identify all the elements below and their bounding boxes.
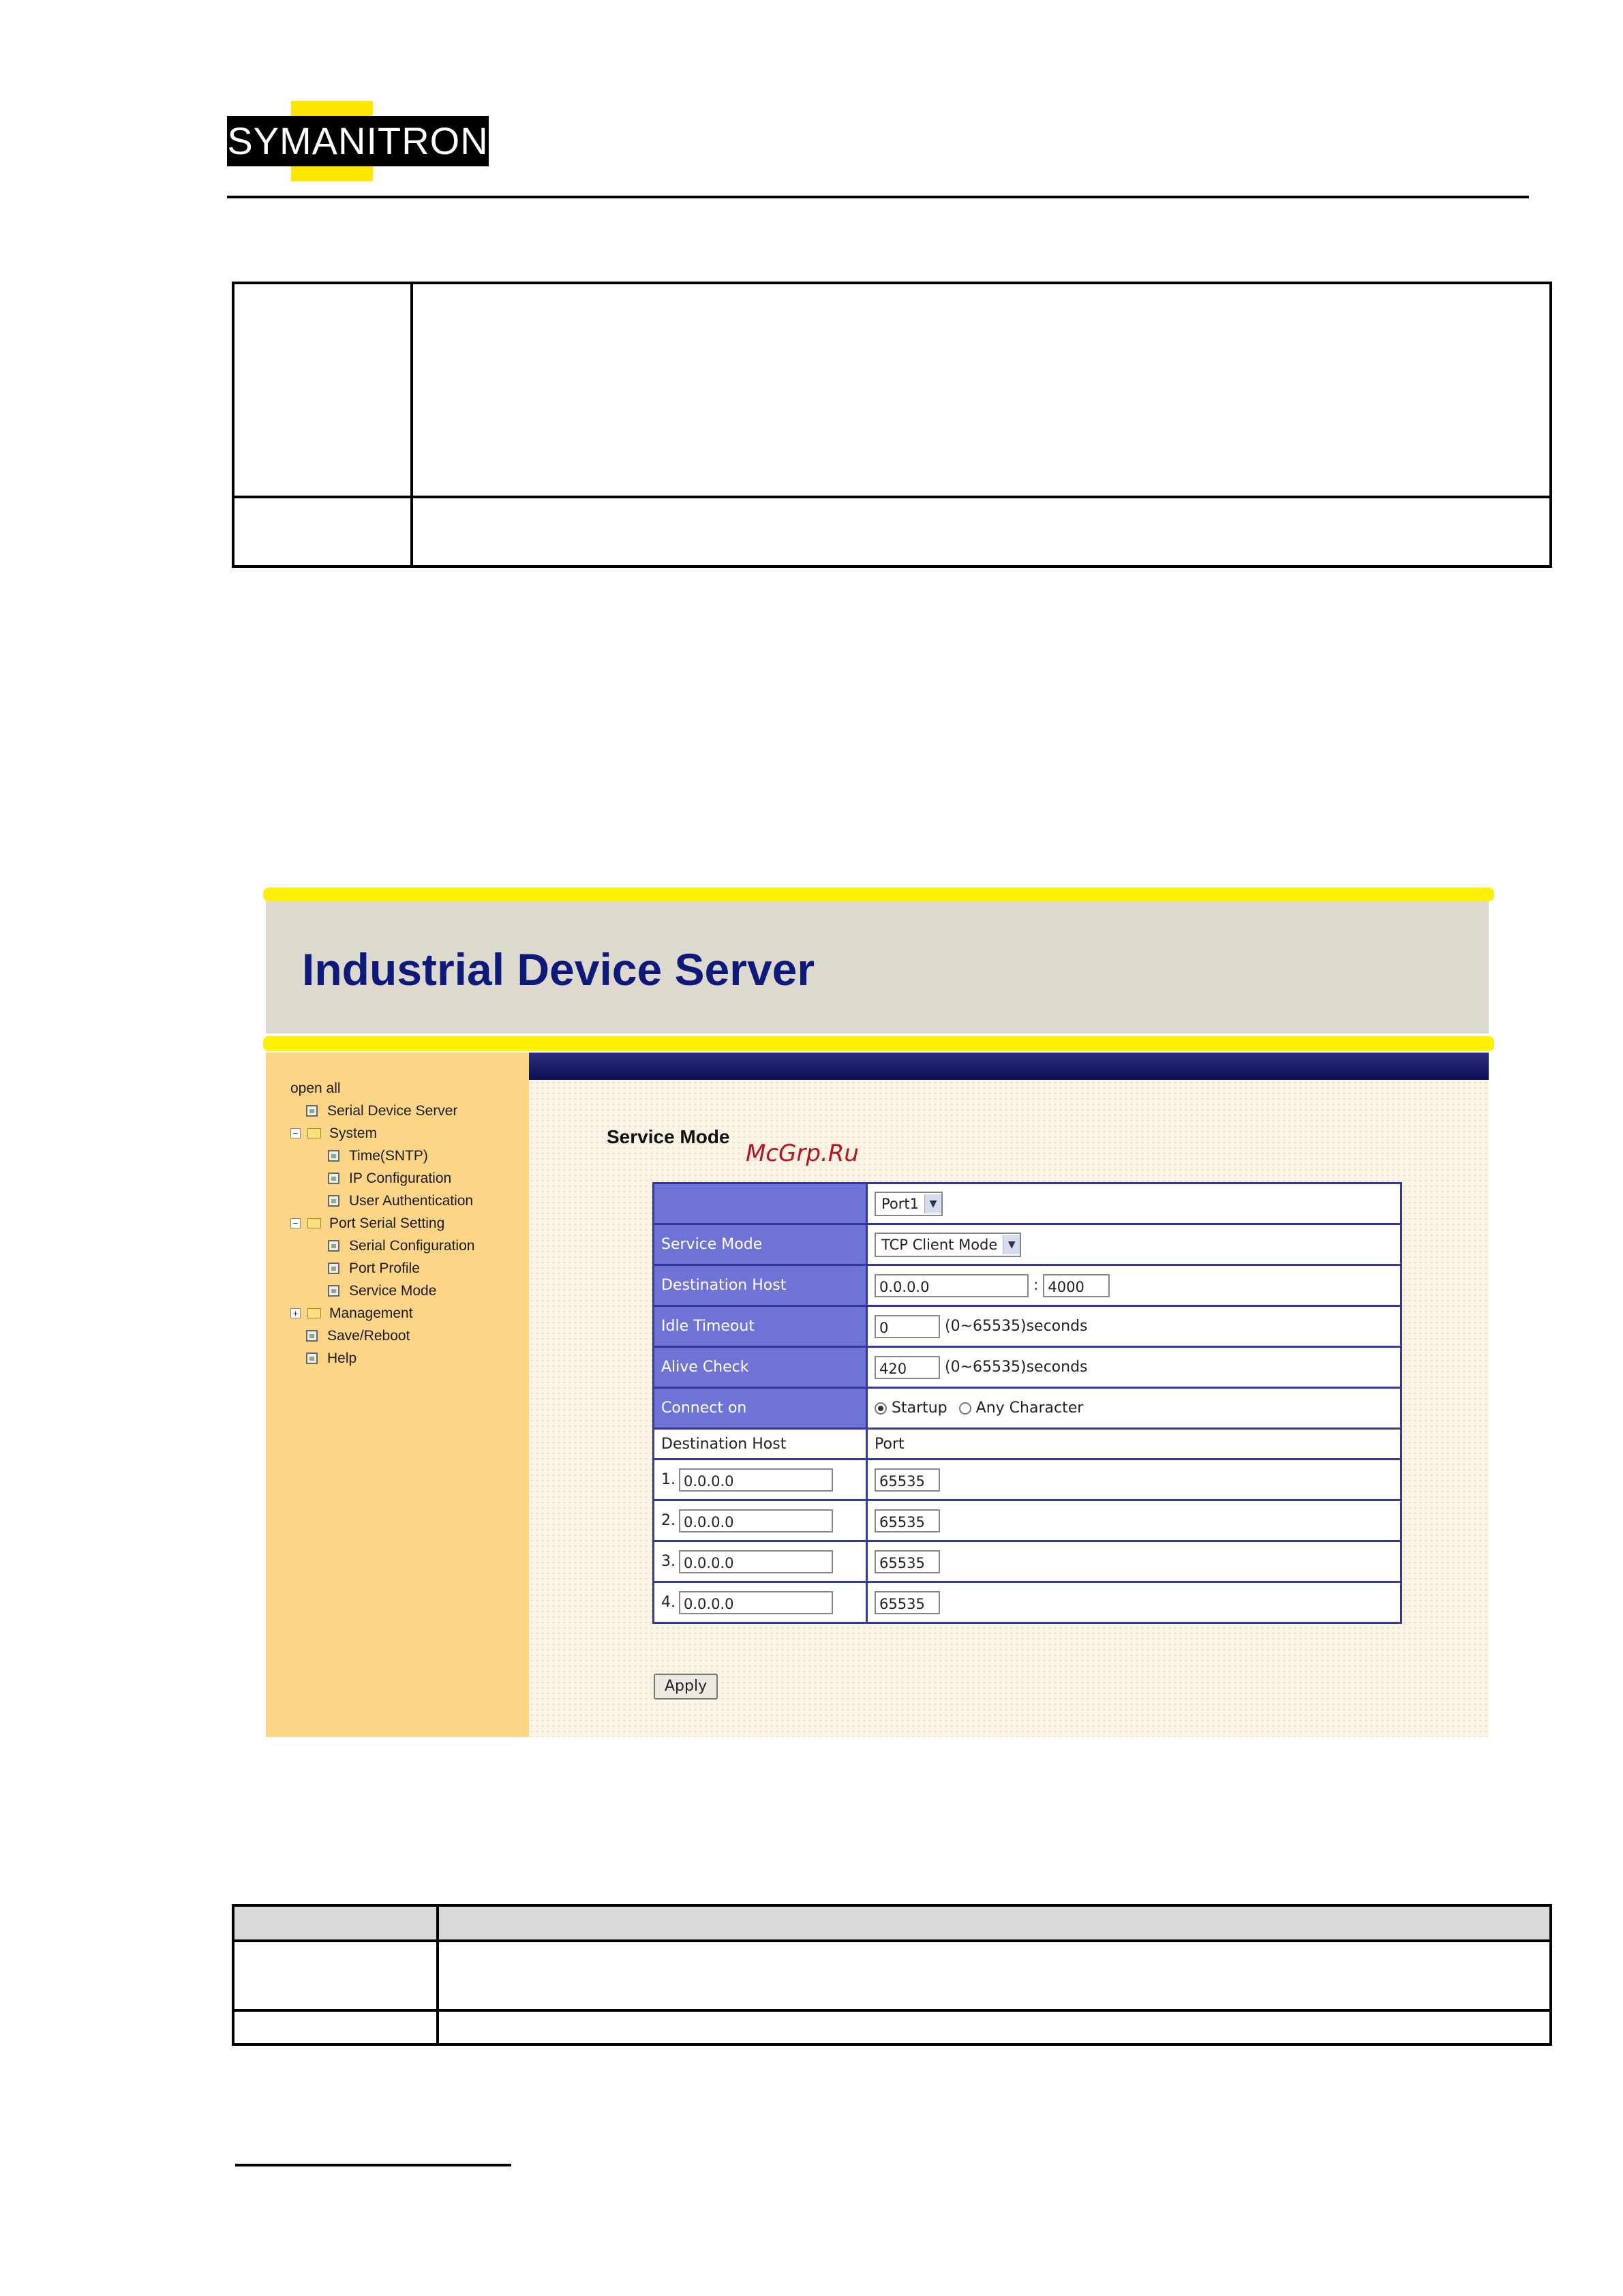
tree-label: Serial Configuration xyxy=(349,1238,475,1254)
alive-check-cell xyxy=(867,1347,1401,1388)
service-mode-form xyxy=(652,1182,1402,1624)
folder-icon xyxy=(307,1308,321,1318)
port-select-cell xyxy=(867,1183,1401,1224)
tree-label: Port Serial Setting xyxy=(329,1215,445,1231)
destination-host-cell xyxy=(867,1265,1401,1306)
row-index: 1. xyxy=(661,1471,676,1488)
connect-on-label: Connect on xyxy=(654,1388,867,1429)
startup-radio[interactable] xyxy=(875,1402,887,1415)
tree-label: IP Configuration xyxy=(349,1170,452,1186)
page-icon xyxy=(328,1285,339,1297)
tree-label: Port Profile xyxy=(349,1260,420,1276)
alive-check-label: Alive Check xyxy=(654,1347,867,1388)
tree-label: Time(SNTP) xyxy=(349,1148,428,1164)
tree-label: Management xyxy=(329,1305,413,1321)
banner-bottom-line xyxy=(263,1036,1494,1051)
service-mode-value: TCP Client Mode xyxy=(881,1236,998,1253)
footnote-rule xyxy=(235,2164,511,2166)
destination-port-input[interactable]: 65535 xyxy=(875,1468,940,1492)
tree-label: System xyxy=(329,1126,378,1141)
collapse-icon[interactable]: − xyxy=(290,1218,301,1228)
service-mode-label: Service Mode xyxy=(654,1224,867,1265)
tree-item-ip-configuration[interactable] xyxy=(290,1167,474,1190)
destination-host-label: Destination Host xyxy=(654,1265,867,1306)
list-header-host: Destination Host xyxy=(654,1429,867,1460)
nav-tree xyxy=(290,1077,474,1370)
page-icon xyxy=(306,1330,318,1342)
destination-port-input[interactable]: 4000 xyxy=(1043,1274,1110,1297)
page-icon xyxy=(306,1353,318,1364)
table-cell xyxy=(438,1941,1551,2010)
tree-item-port-profile[interactable] xyxy=(290,1257,474,1280)
alive-check-input[interactable]: 420 xyxy=(875,1356,940,1379)
tree-open-all[interactable] xyxy=(290,1077,474,1100)
page-icon xyxy=(328,1195,339,1207)
service-mode-cell xyxy=(867,1224,1401,1265)
tree-item-serial-configuration[interactable] xyxy=(290,1235,474,1257)
table-cell xyxy=(412,497,1551,567)
tree-label: Service Mode xyxy=(349,1283,437,1299)
row-index: 4. xyxy=(661,1594,676,1611)
destination-row xyxy=(654,1500,1401,1541)
watermark: McGrp.Ru xyxy=(746,1140,859,1167)
destination-host-input[interactable]: 0.0.0.0 xyxy=(679,1550,833,1573)
chevron-down-icon[interactable]: ▼ xyxy=(1003,1235,1020,1254)
table-cell xyxy=(438,2010,1551,2044)
alive-check-hint: (0~65535)seconds xyxy=(945,1358,1088,1376)
destination-host-input[interactable]: 0.0.0.0 xyxy=(679,1591,833,1614)
tree-label: open all xyxy=(290,1081,341,1096)
page-icon xyxy=(328,1240,339,1252)
tree-item-serial-device-server[interactable] xyxy=(290,1100,474,1122)
any-character-radio-label: Any Character xyxy=(975,1400,1084,1417)
service-mode-select[interactable] xyxy=(875,1233,1021,1257)
doc-table-top xyxy=(232,282,1552,568)
any-character-radio[interactable] xyxy=(959,1402,971,1415)
app-title: Industrial Device Server xyxy=(302,944,815,995)
folder-open-icon xyxy=(307,1128,321,1138)
logo-text: SYMANITRON xyxy=(227,119,489,162)
content-header-bar xyxy=(529,1053,1489,1080)
symanitron-logo xyxy=(227,101,489,181)
header-rule xyxy=(227,196,1529,198)
collapse-icon[interactable]: − xyxy=(290,1128,301,1138)
page-icon xyxy=(328,1263,339,1274)
destination-port-input[interactable]: 65535 xyxy=(875,1591,940,1614)
table-cell xyxy=(233,2010,438,2044)
destination-host-input[interactable]: 0.0.0.0 xyxy=(679,1509,833,1532)
tree-item-service-mode[interactable] xyxy=(290,1280,474,1302)
tree-item-management[interactable] xyxy=(290,1302,474,1325)
tree-label: User Authentication xyxy=(349,1193,474,1209)
page-icon xyxy=(328,1150,339,1162)
port-select[interactable] xyxy=(875,1192,943,1216)
destination-port-input[interactable]: 65535 xyxy=(875,1550,940,1573)
expand-icon[interactable]: + xyxy=(290,1308,301,1318)
destination-row xyxy=(654,1460,1401,1500)
device-server-screenshot xyxy=(263,888,1494,1737)
row-index: 2. xyxy=(661,1512,676,1529)
idle-timeout-input[interactable]: 0 xyxy=(875,1315,940,1338)
table-header-cell xyxy=(438,1905,1551,1941)
apply-button[interactable]: Apply xyxy=(654,1674,718,1700)
tree-item-time-sntp[interactable] xyxy=(290,1145,474,1167)
table-header-cell xyxy=(233,1905,438,1941)
port-select-value: Port1 xyxy=(881,1195,919,1212)
banner-top-line xyxy=(263,888,1494,901)
chevron-down-icon[interactable]: ▼ xyxy=(924,1194,941,1213)
destination-row xyxy=(654,1541,1401,1582)
tree-label: Save/Reboot xyxy=(327,1328,410,1344)
table-cell xyxy=(412,283,1551,497)
folder-open-icon xyxy=(307,1218,321,1228)
table-cell xyxy=(233,283,412,497)
table-cell xyxy=(233,497,412,567)
tree-item-save-reboot[interactable] xyxy=(290,1325,474,1347)
destination-host-input[interactable]: 0.0.0.0 xyxy=(679,1468,833,1492)
tree-label: Serial Device Server xyxy=(327,1103,458,1119)
tree-item-user-authentication[interactable] xyxy=(290,1190,474,1212)
page-icon xyxy=(306,1105,318,1117)
idle-timeout-hint: (0~65535)seconds xyxy=(945,1317,1088,1335)
destination-port-input[interactable]: 65535 xyxy=(875,1509,940,1532)
destination-row xyxy=(654,1582,1401,1623)
row-index: 3. xyxy=(661,1553,676,1570)
list-header-port: Port xyxy=(867,1429,1401,1460)
doc-table-bottom xyxy=(232,1904,1552,2046)
startup-radio-label: Startup xyxy=(892,1400,947,1417)
connect-on-cell xyxy=(867,1388,1401,1429)
table-cell xyxy=(233,1941,438,2010)
colon-separator: : xyxy=(1033,1276,1039,1294)
tree-item-system[interactable] xyxy=(290,1122,474,1145)
idle-timeout-label: Idle Timeout xyxy=(654,1306,867,1347)
blank-label-cell xyxy=(654,1183,867,1224)
tree-item-help[interactable] xyxy=(290,1347,474,1370)
tree-item-port-serial-setting[interactable] xyxy=(290,1212,474,1235)
idle-timeout-cell xyxy=(867,1306,1401,1347)
tree-label: Help xyxy=(327,1350,357,1366)
section-title: Service Mode xyxy=(607,1126,730,1147)
destination-host-input[interactable]: 0.0.0.0 xyxy=(875,1274,1029,1297)
page-icon xyxy=(328,1173,339,1184)
